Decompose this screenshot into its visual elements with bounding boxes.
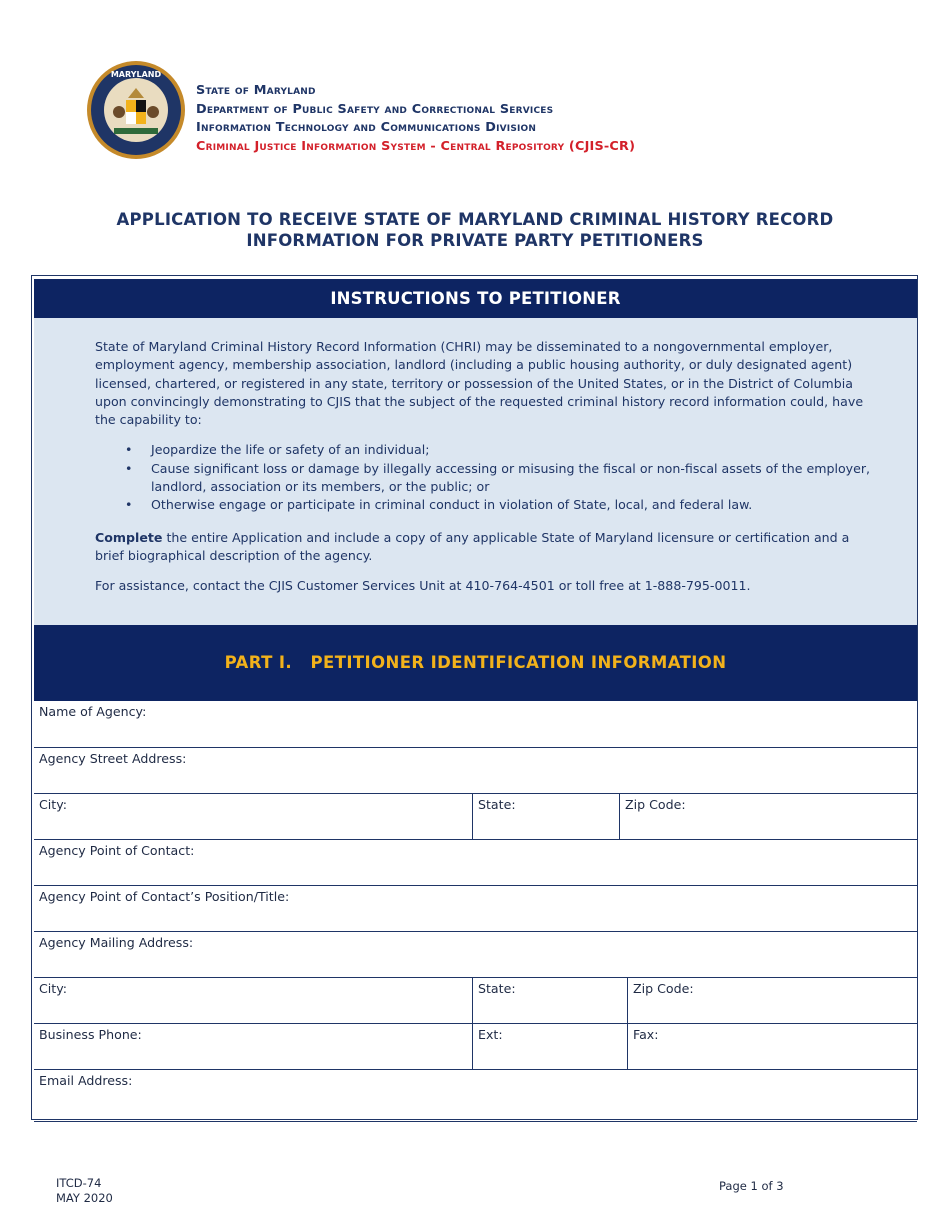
bullet-item: • Otherwise engage or participate in criminal conduct in violation of State, local, and federal law. — [125, 496, 877, 514]
instructions-bullet-list — [95, 441, 877, 514]
point-of-contact-field[interactable]: Agency Point of Contact: — [39, 843, 195, 858]
petitioner-fields — [34, 701, 917, 1122]
mailing-city-field[interactable]: City: — [39, 981, 68, 996]
instructions-body — [34, 318, 917, 625]
instructions-intro: State of Maryland Criminal History Record Information (CHRI) may be disseminated to a nongovernmental employer, employment agency, membership association, landlord (including a public housing authority, or duly designated agent) licensed, chartered, or registered in any state, territory or possession of the United States, or in the District of Columbia upon convincingly demonstrating to CJIS that the subject of the requested criminal history record information could, have the capability to: — [95, 339, 864, 428]
row-city-state-zip — [34, 793, 917, 839]
bullet-icon: • — [125, 442, 133, 458]
row-poc-title — [34, 885, 917, 931]
org-department: Department of Public Safety and Correctional Services — [196, 101, 554, 117]
mailing-address-field[interactable]: Agency Mailing Address: — [39, 935, 194, 950]
bullet-item: • Cause significant loss or damage by illegally accessing or misusing the fiscal or non-fiscal assets of the employer, landlord, association or its members, or the public; or — [125, 460, 871, 495]
bullet-item: • Jeopardize the life or safety of an individual; — [125, 441, 877, 459]
poc-title-field[interactable]: Agency Point of Contact’s Position/Title: — [39, 889, 290, 904]
document-title — [0, 209, 950, 251]
part1-heading: PART I. PETITIONER IDENTIFICATION INFORMATION — [34, 625, 917, 701]
assistance-text: For assistance, contact the CJIS Customer Services Unit at 410-764-4501 or toll free at 1-888-795-0011. — [95, 578, 751, 594]
mailing-state-field[interactable]: State: — [472, 978, 627, 1023]
instructions-heading: INSTRUCTIONS TO PETITIONER — [34, 279, 917, 318]
fax-field[interactable]: Fax: — [627, 1024, 917, 1069]
seal-label: MARYLAND — [110, 70, 162, 79]
row-email — [34, 1069, 917, 1122]
mailing-zip-code-field[interactable]: Zip Code: — [627, 978, 917, 1023]
state-field[interactable]: State: — [472, 794, 619, 839]
title-line-1: APPLICATION TO RECEIVE STATE OF MARYLAND CRIMINAL HISTORY RECORD — [116, 210, 834, 229]
page-number: Page 1 of 3 — [719, 1179, 784, 1193]
ext-field[interactable]: Ext: — [472, 1024, 627, 1069]
bullet-icon: • — [125, 497, 133, 513]
org-state: State of Maryland — [196, 83, 316, 98]
row-street — [34, 747, 917, 793]
org-header — [196, 82, 635, 156]
form-id: ITCD-74 — [56, 1176, 102, 1190]
business-phone-field[interactable]: Business Phone: — [39, 1027, 142, 1042]
street-address-field[interactable]: Agency Street Address: — [39, 751, 187, 766]
org-division: Information Technology and Communications Division — [196, 120, 537, 135]
org-cjis: Criminal Justice Information System - Central Repository (CJIS-CR) — [196, 138, 636, 154]
row-phone-ext-fax — [34, 1023, 917, 1069]
complete-instruction: Complete the entire Application and include a copy of any applicable State of Maryland licensure or certification and a brief biographical description of the agency. — [95, 529, 850, 563]
row-agency-name — [34, 701, 917, 747]
row-mailing-city-state-zip — [34, 977, 917, 1023]
city-field[interactable]: City: — [39, 797, 68, 812]
row-mailing — [34, 931, 917, 977]
title-line-2: INFORMATION FOR PRIVATE PARTY PETITIONERS — [246, 231, 704, 250]
form-date: MAY 2020 — [56, 1191, 113, 1205]
row-poc — [34, 839, 917, 885]
bullet-icon: • — [125, 460, 133, 476]
agency-name-field[interactable]: Name of Agency: — [39, 704, 147, 719]
maryland-seal — [86, 60, 186, 160]
zip-code-field[interactable]: Zip Code: — [619, 794, 917, 839]
email-address-field[interactable]: Email Address: — [39, 1073, 133, 1088]
footer-form-info — [56, 1176, 113, 1206]
